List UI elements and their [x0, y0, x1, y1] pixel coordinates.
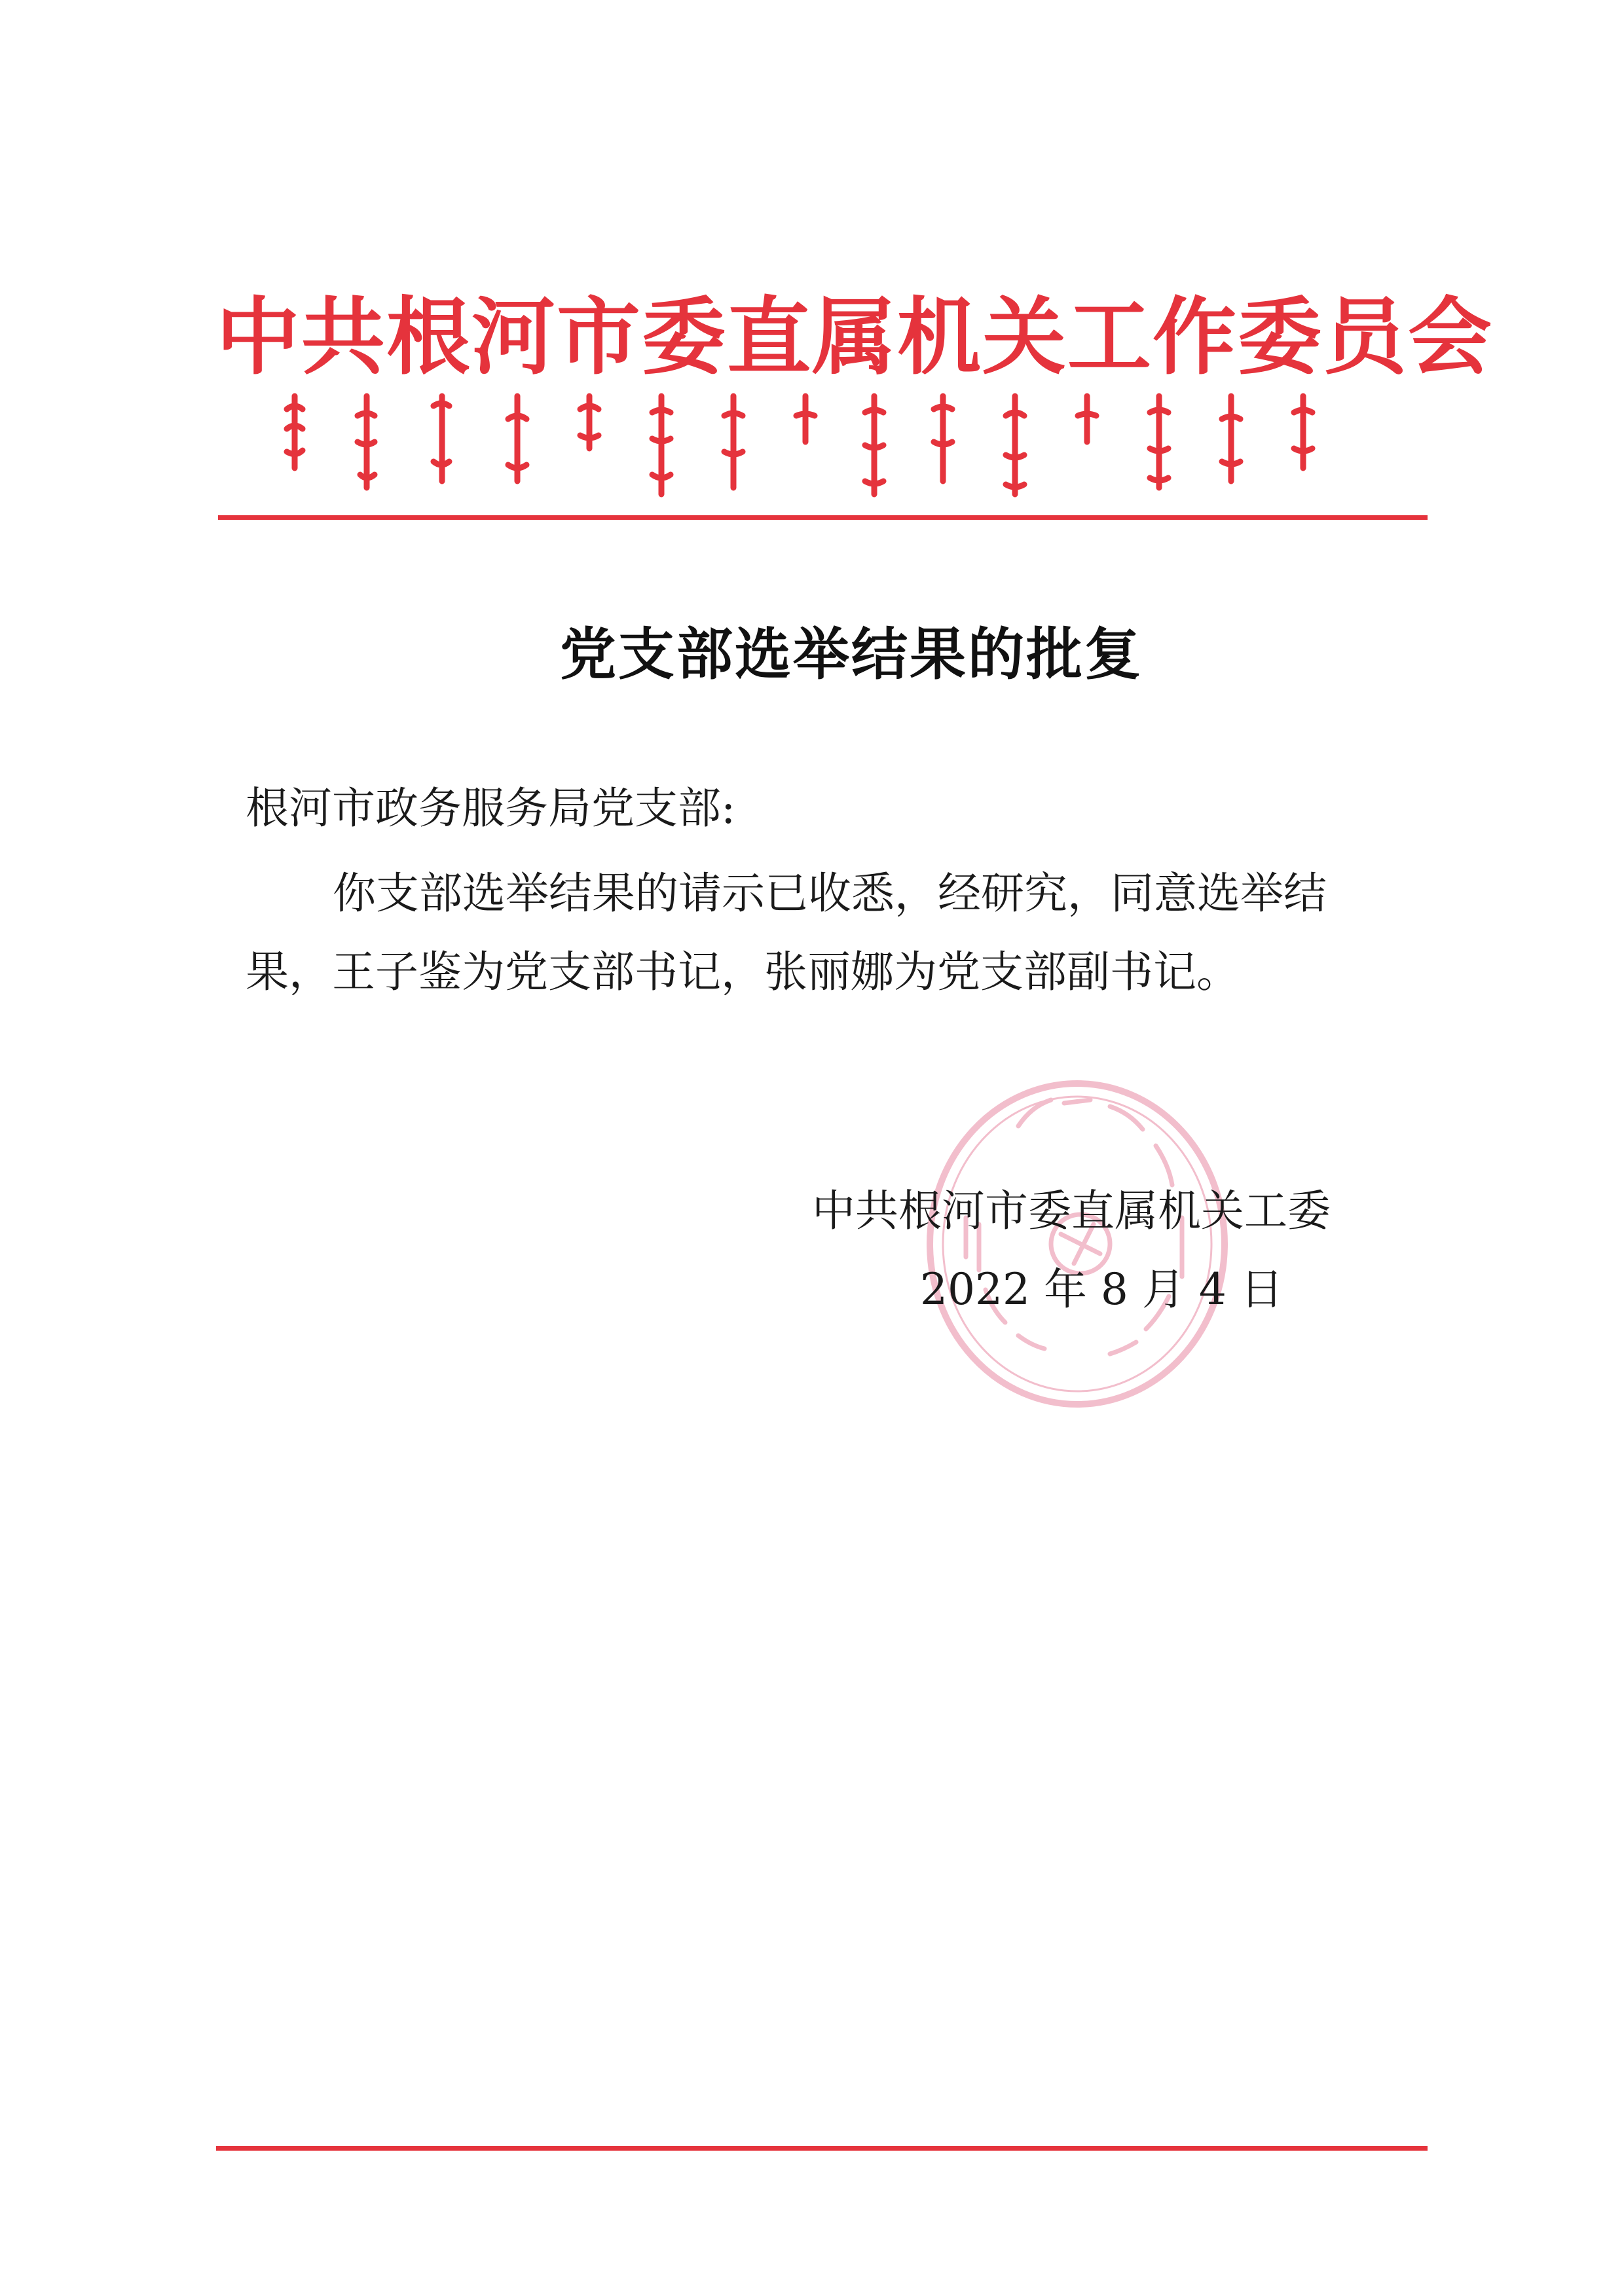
- body-paragraph-line-1: 你支部选举结果的请示已收悉，经研究，同意选举结: [333, 868, 1327, 919]
- official-seal: [920, 1074, 1234, 1414]
- seal-graphic: [920, 1074, 1234, 1414]
- header-divider: [218, 515, 1428, 520]
- body-paragraph-line-2: 果，王子鉴为党支部书记，张丽娜为党支部副书记。: [246, 947, 1240, 997]
- document-title: 党支部选举结果的批复: [560, 622, 1143, 687]
- footer-divider: [216, 2146, 1428, 2151]
- mongolian-script-graphic: [282, 390, 1356, 501]
- letterhead-org-name: 中共根河市委直属机关工作委员会: [216, 288, 1494, 386]
- signing-date: 2022 年 8 月 4 日: [920, 1264, 1283, 1315]
- signing-organization: 中共根河市委直属机关工委: [812, 1186, 1331, 1236]
- addressee: 根河市政务服务局党支部:: [246, 783, 736, 833]
- letterhead-mongolian-script: [282, 390, 1356, 501]
